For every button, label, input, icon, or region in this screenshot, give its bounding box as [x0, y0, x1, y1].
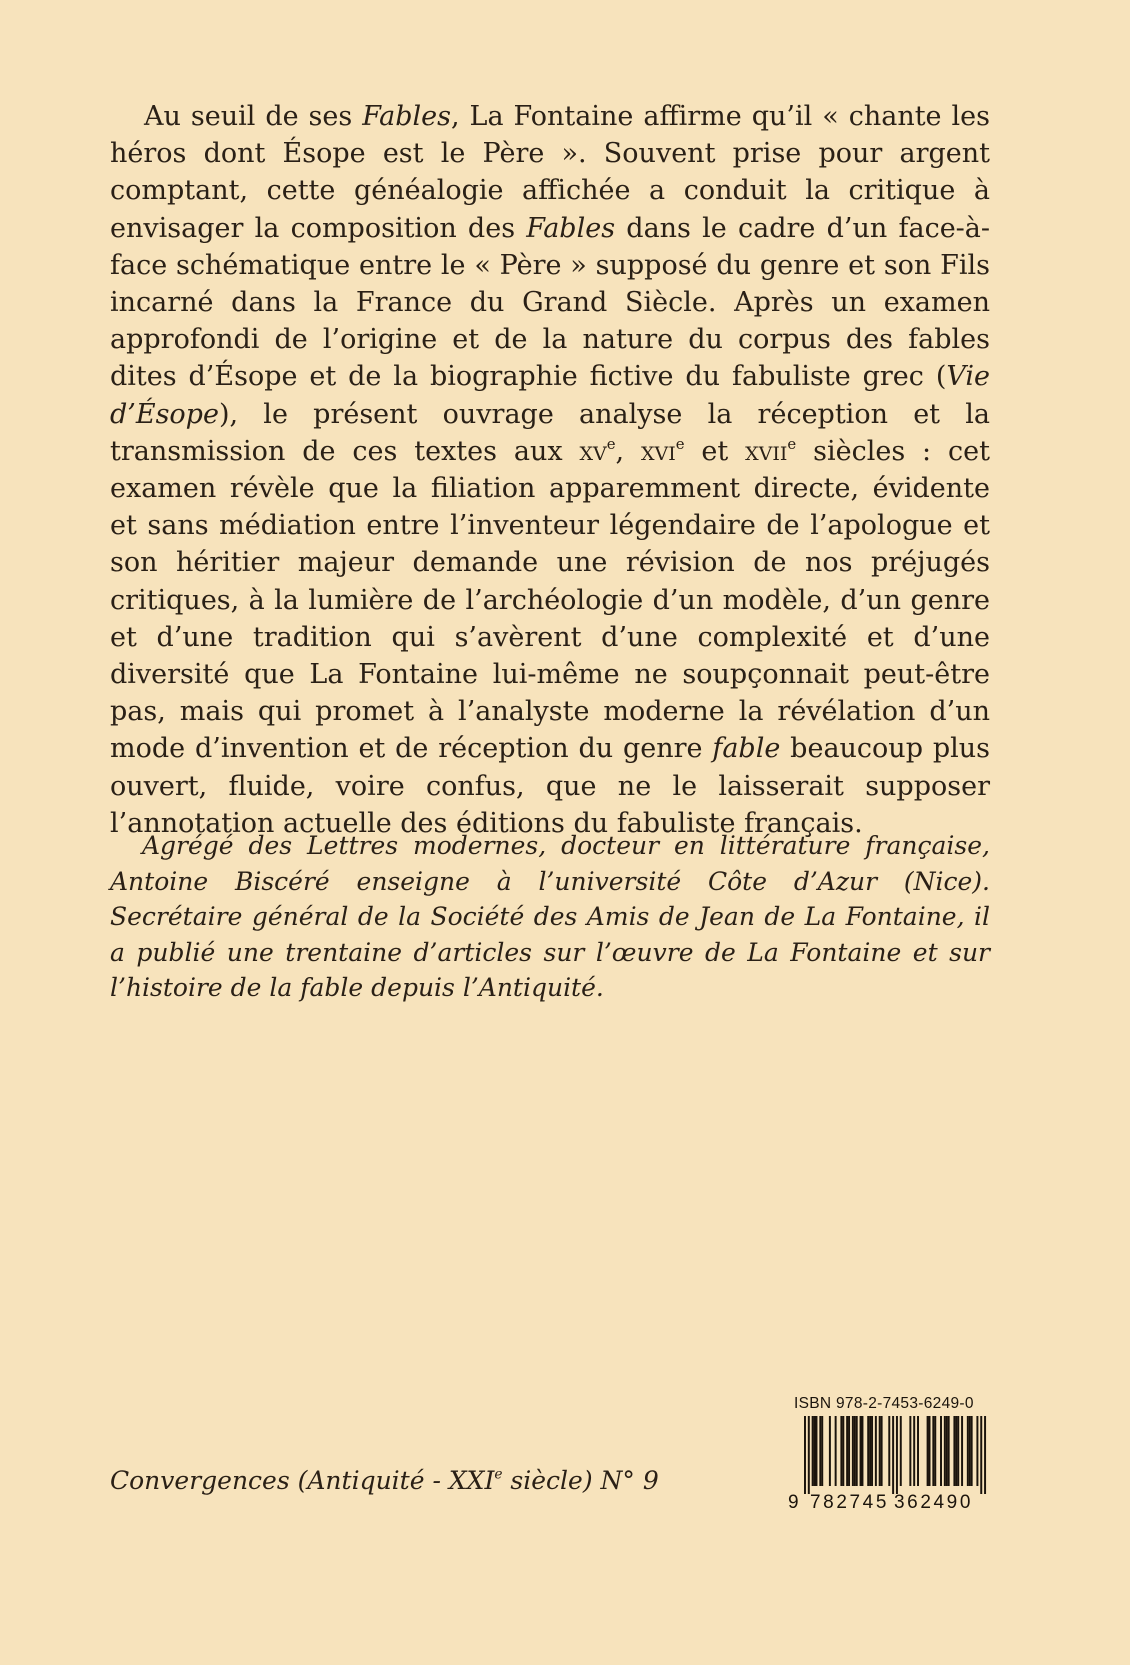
barcode-bar: [869, 1416, 871, 1486]
barcode-bar: [929, 1416, 931, 1486]
barcode-bar: [932, 1416, 934, 1486]
barcode-bar: [969, 1416, 971, 1486]
barcode-digit-first: 9: [788, 1492, 799, 1513]
barcode-bar: [913, 1416, 915, 1486]
barcode-bar: [946, 1416, 948, 1486]
barcode-bar: [840, 1416, 842, 1486]
barcode-bar: [953, 1416, 955, 1486]
barcode-bar: [888, 1416, 890, 1486]
barcode-bar: [957, 1416, 959, 1486]
back-cover-summary: Au seuil de ses Fables, La Fontaine affirme qu’il « chante les héros dont Ésope est le Père ». Souvent prise pour argent comptant, cette généalogie affichée a conduit la critique à envisager la composition des Fables dans le cadre d’un face-à-face schématique entre le « Père » supposé du genre et son Fils incarné dans la France du Grand Siècle. Après un examen approfondi de l’origine et de la nature du corpus des fables dites d’Ésope et de la biographie fictive du fabuliste grec (Vie d’Ésope), le présent ouvrage analyse la réception et la transmission de ces textes aux $xv^e$, xvi$^e$ et xvii$^e$ siècles : cet examen révèle que la filiation apparemment directe, évidente et sans médiation entre l’inventeur légendaire de l’apologue et son héritier majeur demande une révision de nos préjugés critiques, à la lumière de l’archéologie d’un modèle, d’un genre et d’une tradition qui s’avèrent d’une complexité et d’une diversité que La Fontaine lui-même ne soupçonnait peut-être pas, mais qui promet à l’analyste moderne la révélation d’un mode d’invention et de réception du genre fable beaucoup plus ouvert, fluide, voire confus, que ne le laisserait supposer l’annotation actuelle des éditions du fabuliste français.: [110, 101, 991, 839]
barcode-guard-bar: [892, 1416, 894, 1494]
barcode-bar: [917, 1416, 919, 1486]
barcode-bar: [829, 1416, 831, 1486]
barcode-bars: [790, 1416, 990, 1494]
barcode-bar: [819, 1416, 821, 1486]
barcode-bar: [856, 1416, 858, 1486]
barcode-digits: [790, 1492, 990, 1514]
barcode-bar: [875, 1416, 877, 1486]
barcode-bar: [814, 1416, 816, 1486]
barcode-bar: [948, 1416, 950, 1486]
barcode-guard-bar: [804, 1416, 806, 1494]
barcode-bar: [881, 1416, 883, 1486]
barcode-bar: [846, 1416, 848, 1486]
barcode-bar: [861, 1416, 863, 1486]
barcode-bar: [812, 1416, 814, 1486]
barcode-bar: [934, 1416, 936, 1486]
barcode-bar: [821, 1416, 823, 1486]
isbn-barcode: [790, 1395, 990, 1515]
author-bio-text: Agrégé des Lettres modernes, docteur en littérature française, Antoine Biscéré enseigne à l’université Côte d’Azur (Nice). Secrétaire général de la Société des Amis de Jean de La Fontaine, il a publié une trentaine d’articles sur l’œuvre de La Fontaine et sur l’histoire de la fable depuis l’Antiquité.: [110, 831, 990, 1002]
barcode-bar: [848, 1416, 850, 1486]
series-title: Convergences (Antiquité - XXIe siècle) N° 9: [110, 1466, 659, 1495]
barcode-bar: [835, 1416, 837, 1486]
barcode-guard-bar: [980, 1416, 982, 1494]
barcode-bar: [971, 1416, 973, 1486]
barcode-bar: [961, 1416, 963, 1486]
barcode-bar: [871, 1416, 873, 1486]
barcode-bar: [967, 1416, 969, 1486]
author-bio: [110, 828, 990, 1006]
barcode-guard-bar: [984, 1416, 986, 1494]
barcode-guard-bar: [896, 1416, 898, 1494]
isbn-label: ISBN 978-2-7453-6249-0: [794, 1395, 974, 1412]
barcode-digits-left: 782745: [810, 1492, 890, 1513]
barcode-bar: [940, 1416, 942, 1486]
barcode-bar: [879, 1416, 881, 1486]
barcode-bar: [842, 1416, 844, 1486]
barcode-bar: [860, 1416, 862, 1486]
barcode-bar: [909, 1416, 911, 1486]
barcode-bar: [976, 1416, 978, 1486]
barcode-bar: [867, 1416, 869, 1486]
barcode-digits-right: 362490: [894, 1492, 974, 1513]
barcode-bar: [852, 1416, 854, 1486]
barcode-bar: [944, 1416, 946, 1486]
barcode-guard-bar: [808, 1416, 810, 1494]
barcode-bar: [854, 1416, 856, 1486]
barcode-bar: [955, 1416, 957, 1486]
barcode-bar: [927, 1416, 929, 1486]
barcode-bar: [900, 1416, 902, 1486]
barcode-bar: [815, 1416, 817, 1486]
